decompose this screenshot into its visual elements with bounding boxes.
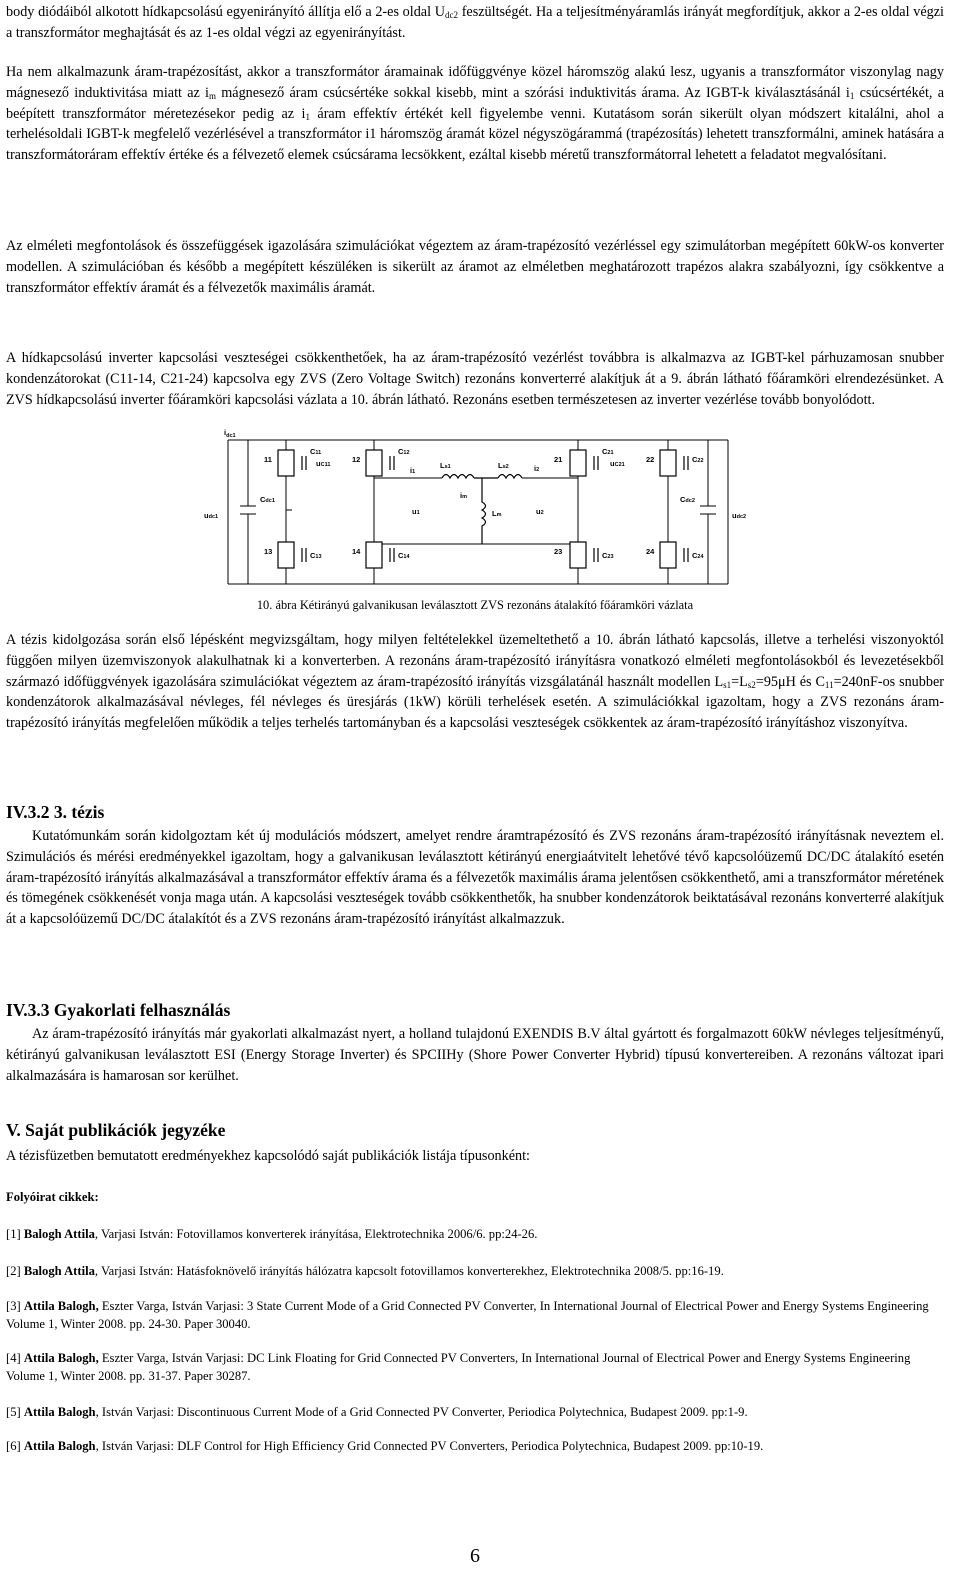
paragraph-publications-intro: A tézisfüzetben bemutatott eredményekhez kapcsolódó saját publikációk listája típusonként: <box>6 1148 530 1164</box>
reference-item <box>6 1226 944 1244</box>
ref-details: , István Varjasi: Discontinuous Current Mode of a Grid Connected PV Converter, Periodica Polytechnica, Budapest 2009. pp:1-9. <box>95 1405 748 1419</box>
paragraph-practical-use: Az áram-trapézosító irányítás már gyakorlati alkalmazást nyert, a holland tulajdonú EXENDIS B.V által gyártott és forgalmazott 60kW névleges teljesítményű, kétirányú galvanikusan leválasztott ESI (Energy Storage Inverter) és SPCIIHy (Shore Power Converter Hybrid) típusú konvertereiben. A rezonáns változat ipari alkalmazására is hamarosan sor kerülhet. <box>6 1026 944 1084</box>
switch-23 <box>570 542 586 568</box>
svg-text:Ls2: Ls2 <box>498 461 509 470</box>
svg-text:idc1: $i_{dc1}$ <box>224 428 236 439</box>
ref-details: , Varjasi István: Hatásfoknövelő irányítás hálózatra kapcsolt fotovillamos konverterekhez, Elektrotechnika 2008/5. pp:16-19. <box>94 1264 724 1278</box>
section-heading-publications: V. Saját publikációk jegyzéke <box>6 1120 226 1140</box>
svg-text:22: 22 <box>646 455 655 464</box>
journal-articles-label: Folyóirat cikkek: <box>6 1190 99 1204</box>
ref-author: Attila Balogh, <box>23 1351 99 1365</box>
svg-text:C24: C24 <box>692 551 704 560</box>
svg-text:udc1: udc1 <box>204 511 219 520</box>
ref-number: [3] <box>6 1299 24 1313</box>
text-run: A tézis kidolgozása során első lépésként megvizsgáltam, hogy milyen feltételekkel üzemeltethető a 10. ábrán látható kapcsolás, illetve a terhelési viszonyoktól függően milyen üzemviszonyok alakulhatnak ki a konverterben. A rezonáns áram-trapézosító irányításra vonatkozó elméleti megfontolásokból és levezetésekből származó időfüggvények igazolására szimulációkat végeztem az áram-trapézosító irányítás vizsgálatánál használt modellen L <box>6 632 944 690</box>
circuit-diagram <box>202 426 762 598</box>
subscript: dc2 <box>445 10 458 20</box>
figure-caption: 10. ábra Kétirányú galvanikusan leválasztott ZVS rezonáns átalakító főáramköri vázlata <box>256 598 694 612</box>
ref-number: [4] <box>6 1351 24 1365</box>
ref-author: Attila Balogh, <box>23 1299 99 1313</box>
ref-details: , István Varjasi: DLF Control for High Efficiency Grid Connected PV Converters, Periodica Polytechnica, Budapest 2009. pp:10-19. <box>95 1439 764 1453</box>
svg-text:Cdc1: Cdc1 <box>260 495 275 504</box>
paragraph-trapezoid-explanation <box>6 62 944 166</box>
reference-item <box>6 1404 944 1422</box>
subscript: m <box>208 90 216 101</box>
text-run: feszültségét. Ha a teljesítményáramlás irányát megfordítjuk, akkor a 2-es oldal végzi a transzformátor meghajtását és az 1-es oldal végzi az egyenirányítást. <box>6 4 944 41</box>
svg-text:Cdc2: Cdc2 <box>680 495 695 504</box>
reference-item <box>6 1298 944 1333</box>
text-run: =95μH és C <box>755 673 825 690</box>
svg-text:13: 13 <box>264 547 273 556</box>
svg-text:i1: i1 <box>410 466 416 475</box>
subscript: s1 <box>723 679 732 690</box>
paragraph-thesis-development <box>6 630 944 734</box>
ref-number: [1] <box>6 1227 24 1241</box>
svg-text:C23: C23 <box>602 551 614 560</box>
ref-details: , Varjasi István: Fotovillamos konverterek irányítása, Elektrotechnika 2006/6. pp:24-26. <box>94 1227 538 1241</box>
text-run: áram effektív értékét kell figyelembe venni. Kutatásom során sikerült olyan módszert kitalálni, ahol a terhelésoldali IGBT-k megfelelő vezérlésével a transzformátor i1 háromszög áramát közel négyszögárammá (trapézosítás) lehetett transzformálni, aminek hatására a transzformátoráram effektív értéke és a félvezető elemek csúcsárama lecsökkent, ezáltal kisebb méretű transzformátorral lehetett a feladatot megvalósítani. <box>6 105 944 164</box>
ref-number: [6] <box>6 1439 24 1453</box>
ref-details: Eszter Varga, István Varjasi: DC Link Floating for Grid Connected PV Converters, In International Journal of Electrical Power and Energy Systems Engineering Volume 1, Winter 2008. pp. 31-37. Paper 30287. <box>6 1351 911 1383</box>
inductor-ls1 <box>442 475 474 479</box>
svg-text:11: 11 <box>264 455 272 464</box>
text-run: Ha nem alkalmazunk áram-trapézosítást, akkor a transzformátor áramainak időfüggvénye közel háromszög alakú lesz, ugyanis a transzformátor viszonylag nagy mágnesező induktivitása miatt az i <box>6 64 944 101</box>
ref-author: Attila Balogh <box>23 1405 96 1419</box>
text-run: body diódáiból alkotott hídkapcsolású egyenirányító állítja elő a 2-es oldal U <box>6 4 445 20</box>
reference-item <box>6 1263 944 1281</box>
switch-22 <box>660 450 676 476</box>
switch-11 <box>278 450 294 476</box>
page-number: 6 <box>470 1545 480 1567</box>
text-run: mágnesező áram csúcsértéke sokkal kisebb, mint a szórási induktivitás árama. Az IGBT-k kiválasztásánál i <box>216 84 850 101</box>
ref-author: Balogh Attila <box>23 1227 95 1241</box>
svg-text:uC11: uC11 <box>316 459 331 468</box>
paragraph-simulation: Az elméleti megfontolások és összefüggések igazolására szimulációkat végeztem az áram-trapézosító vezérléssel egy szimulátorban megépített 60kW-os konverter modellen. A szimulációban és később a megépített készüléken is sikerült az áramot az elméletben meghatározott trapézos alakra szabályozni, így csökkentve a transzformátor effektív áramát és a félvezetők maximális áramát. <box>6 238 944 296</box>
subscript: s2 <box>747 679 756 690</box>
svg-text:21: 21 <box>554 455 563 464</box>
svg-text:24: 24 <box>646 547 655 556</box>
svg-text:u2: u2 <box>536 507 544 516</box>
section-heading-practical-use: IV.3.3 Gyakorlati felhasználás <box>6 1000 231 1020</box>
switch-13 <box>278 542 294 568</box>
switch-14 <box>366 542 382 568</box>
svg-text:i2: i2 <box>534 464 540 473</box>
ref-author: Attila Balogh <box>23 1439 96 1453</box>
svg-text:Lm: Lm <box>492 509 502 518</box>
svg-text:Ls1: Ls1 <box>440 461 451 470</box>
intro-paragraph <box>6 2 944 44</box>
svg-text:C14: C14 <box>398 551 410 560</box>
svg-text:C13: C13 <box>310 551 322 560</box>
svg-text:23: 23 <box>554 547 563 556</box>
paragraph-zvs-intro: A hídkapcsolású inverter kapcsolási veszteségei csökkenthetőek, ha az áram-trapézosító vezérlést továbbra is alkalmazva az IGBT-kel párhuzamosan snubber kondenzátorokat (C11-14, C21-24) kapcsolva egy ZVS (Zero Voltage Switch) rezonáns konverterré alakítjuk át a 9. ábrán látható főáramköri elrendezésünket. A ZVS hídkapcsolású inverter főáramköri kapcsolási vázlata a 10. ábrán látható. Rezonáns esetben természetesen az inverter vezérlése tovább bonyolódott. <box>6 350 944 408</box>
svg-text:C12: C12 <box>398 447 410 456</box>
svg-text:udc2: udc2 <box>732 511 747 520</box>
subscript: 1 <box>305 111 310 122</box>
section-heading-thesis: IV.3.2 3. tézis <box>6 802 105 822</box>
ref-details: Eszter Varga, István Varjasi: 3 State Current Mode of a Grid Connected PV Converter, In International Journal of Electrical Power and Energy Systems Engineering Volume 1, Winter 2008. pp. 24-30. Paper 30040. <box>6 1299 929 1331</box>
switch-21 <box>570 450 586 476</box>
reference-item <box>6 1350 944 1385</box>
svg-text:C11: C11 <box>310 447 322 456</box>
svg-text:12: 12 <box>352 455 361 464</box>
subscript: 11 <box>824 679 834 690</box>
switch-24 <box>660 542 676 568</box>
svg-text:14: 14 <box>352 547 361 556</box>
ref-number: [2] <box>6 1264 24 1278</box>
inductor-ls2 <box>498 475 522 479</box>
svg-text:im: im <box>460 491 467 500</box>
switch-12 <box>366 450 382 476</box>
inductor-lm <box>482 478 486 544</box>
text-run: csúcsértékét, a beépített transzformátor méretezésekor pedig az i <box>6 84 945 122</box>
svg-text:C22: C22 <box>692 455 704 464</box>
text-run: =240nF-os snubber kondenzátorok alkalmazásával névleges, fél névleges és üresjárás (1kW) körüli terhelések esetén. A szimulációkkal igazoltam, hogy a ZVS rezonáns áram-trapézosító irányítás megfelelően működik a teljes terhelés tartományban és a kapcsolási veszteségek csökkentek az áram-trapézosító irányításhoz viszonyítva. <box>6 673 944 732</box>
circuit-schematic <box>202 426 762 598</box>
text-run: =L <box>731 673 748 690</box>
paragraph-thesis-summary: Kutatómunkám során kidolgoztam két új modulációs módszert, amelyet rendre áramtrapézosító és ZVS rezonáns áram-trapézosító irányításnak neveztem el. Szimulációs és mérési eredményekkel igazoltam, hogy a galvanikusan leválasztott kétirányú energiaátvitelt lehetővé tévő kapcsolóüzemű DC/DC átalakító esetén áram-trapézosító irányítás alkalmazásával a transzformátor effektív árama és a félvezetők maximális árama jelentősen csökkenthető, ami a transzformátor méretének és tömegének csökkenését vonja maga után. A kapcsolási veszteségek tovább csökkenthetők, ha snubber kondenzátorok beiktatásával rezonáns konverterré alakítjuk át a kapcsolóüzemű DC/DC átalakítót és a ZVS rezonáns áram-trapézosító irányítást alkalmazzuk. <box>6 828 944 928</box>
svg-text:C21: C21 <box>602 447 614 456</box>
ref-number: [5] <box>6 1405 24 1419</box>
subscript: 1 <box>849 90 855 101</box>
reference-item <box>6 1438 944 1456</box>
ref-author: Balogh Attila <box>23 1264 95 1278</box>
svg-text:uC21: uC21 <box>610 459 625 468</box>
svg-text:u1: u1 <box>412 507 420 516</box>
